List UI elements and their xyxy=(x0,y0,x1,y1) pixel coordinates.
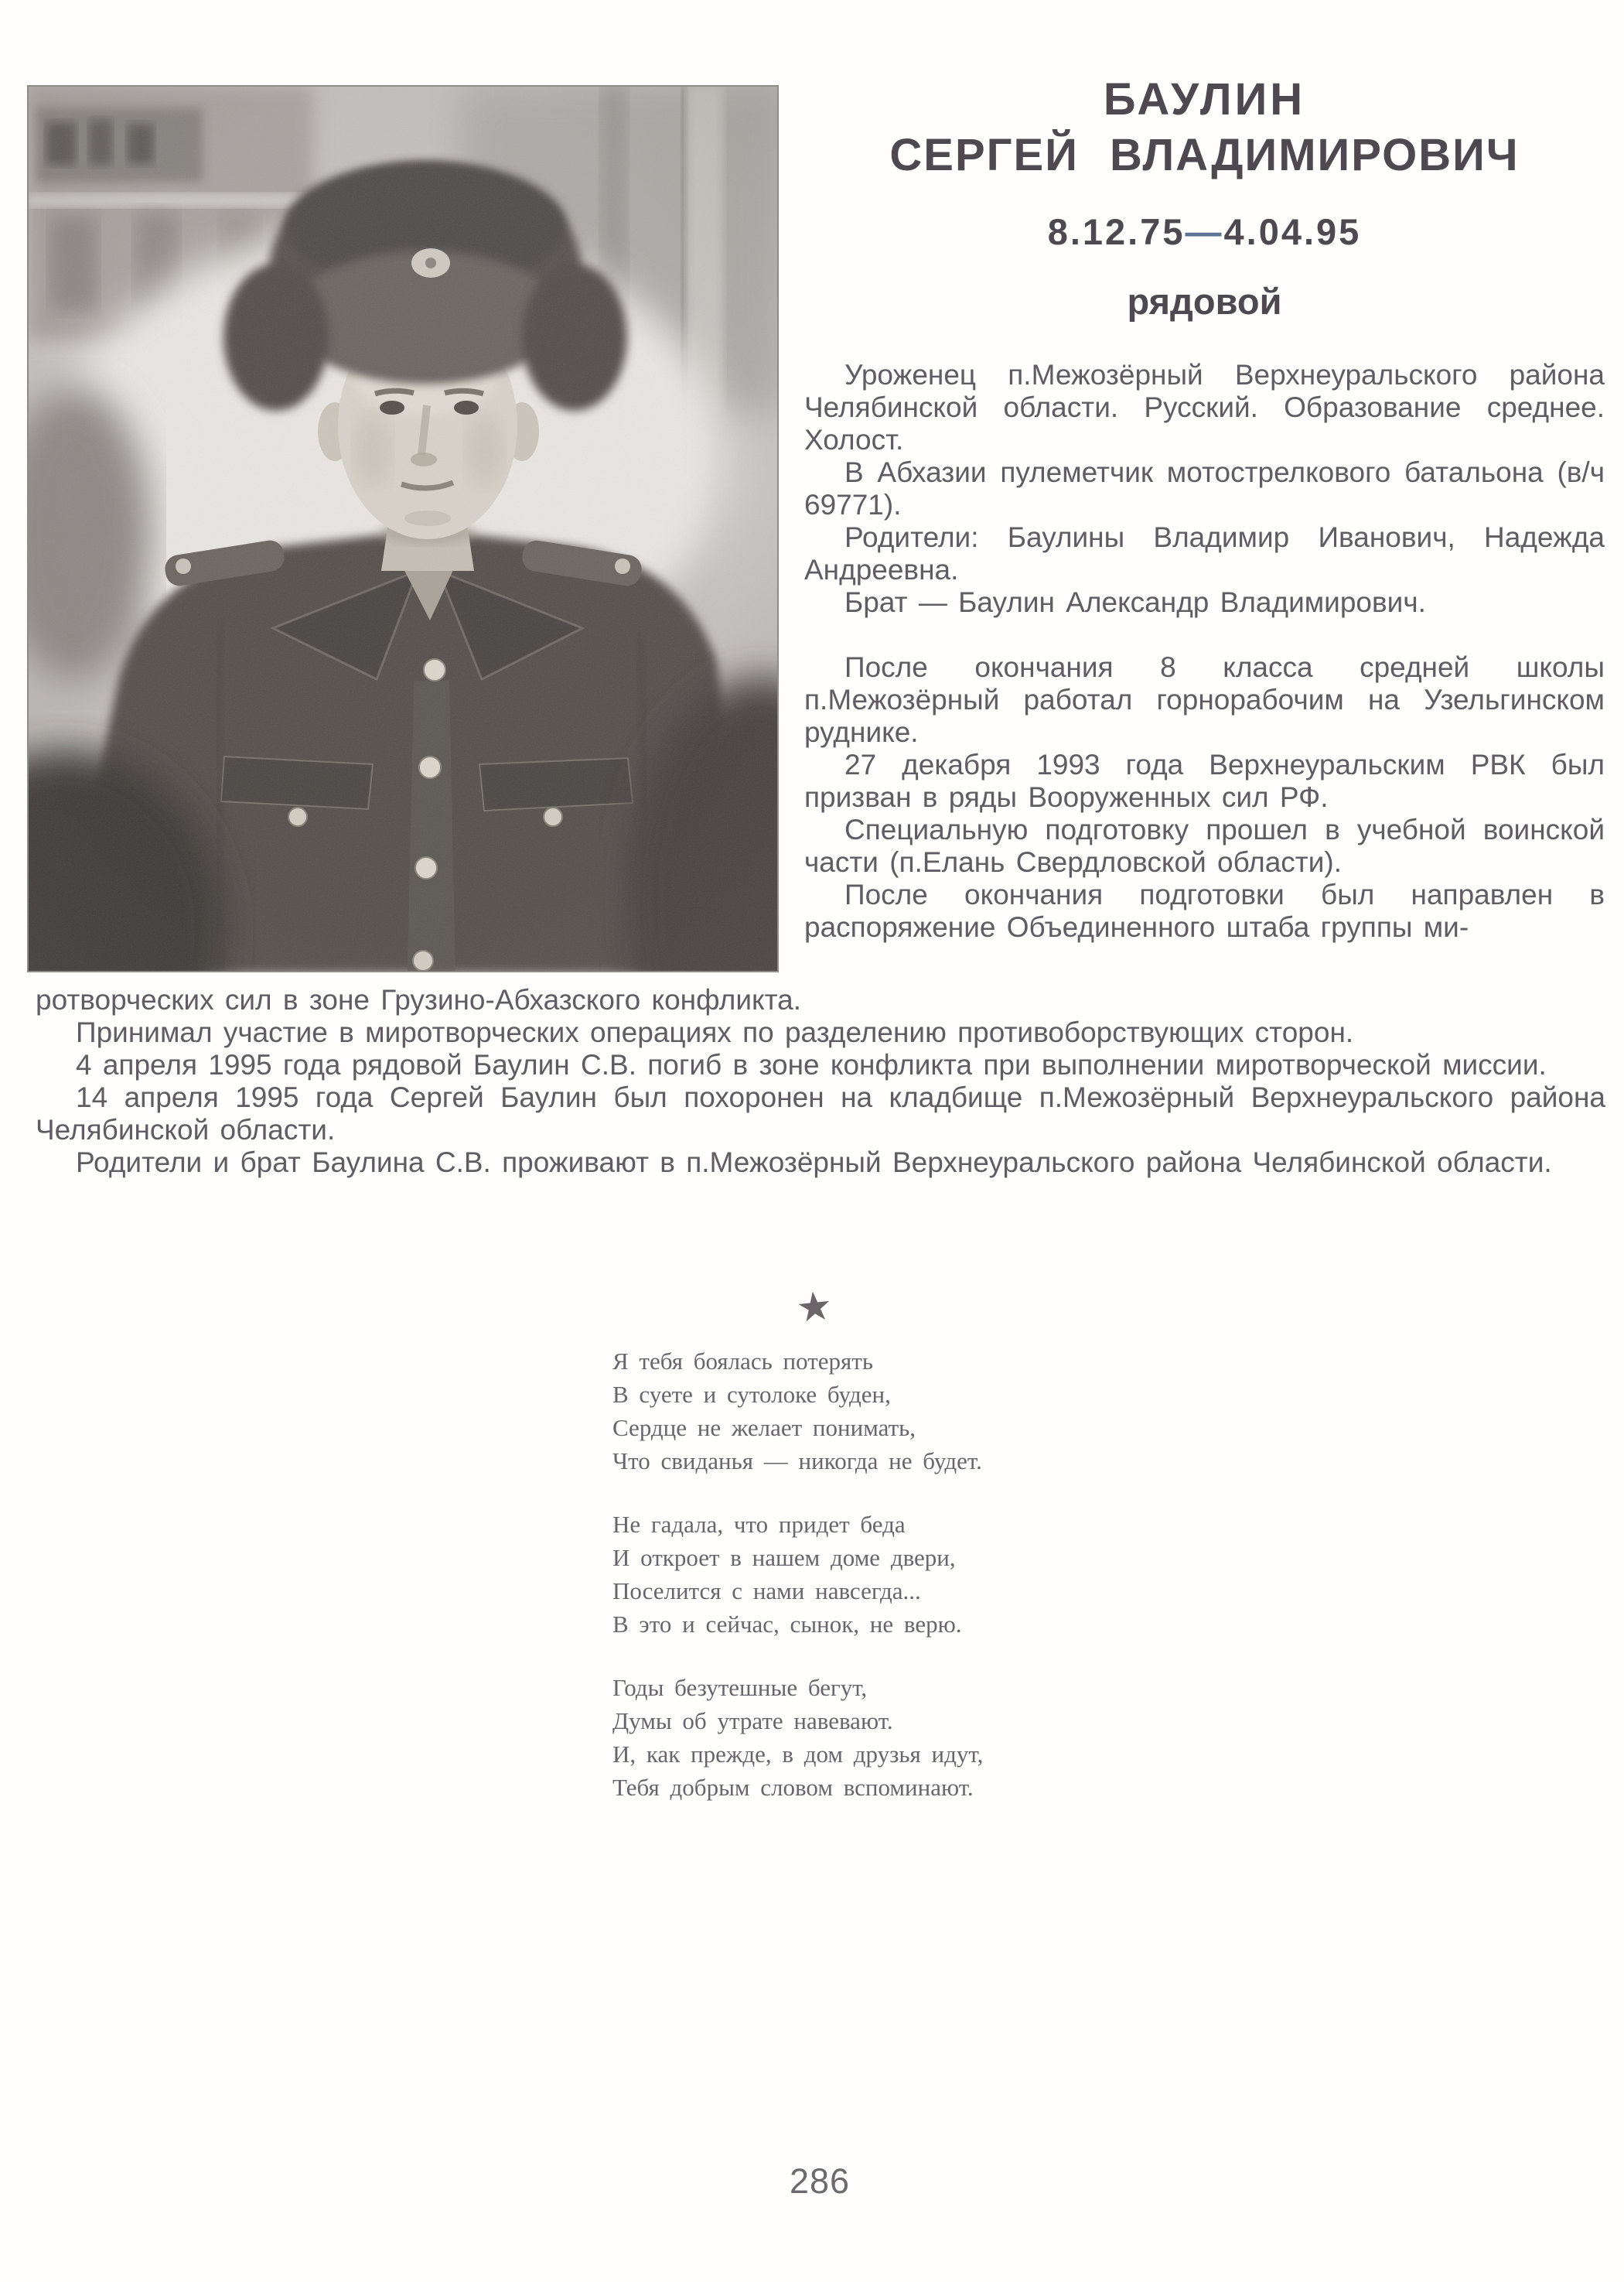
poem-stanza xyxy=(612,1344,1076,1477)
memorial-poem xyxy=(612,1344,1076,1804)
soldier-portrait-photo xyxy=(27,85,779,972)
bio-paragraph: После окончания подготовки был направлен в распоряжение Объединенного штаба группы ми- xyxy=(804,879,1605,943)
biography-bottom-block xyxy=(36,984,1605,1179)
bio-paragraph: В Абхазии пулеметчик мотострелкового батальона (в/ч 69771). xyxy=(804,456,1605,521)
soldier-portrait-illustration xyxy=(27,85,779,972)
poem-line: Я тебя боялась потерять xyxy=(612,1348,873,1375)
bio-paragraph: Родители: Баулины Владимир Иванович, Надежда Андреевна. xyxy=(804,521,1605,586)
poem-line: Тебя добрым словом вспоминают. xyxy=(612,1774,974,1801)
poem-line: В это и сейчас, сынок, не верю. xyxy=(612,1611,962,1638)
bio-paragraph: ротворческих сил в зоне Грузино-Абхазского конфликта. xyxy=(36,984,801,1016)
bio-paragraph: 4 апреля 1995 года рядовой Баулин С.В. погиб в зоне конфликта при выполнении миротворческой миссии. xyxy=(76,1049,1547,1081)
poem-line: Поселится с нами навсегда... xyxy=(612,1577,921,1604)
star-divider-icon: ★ xyxy=(793,1283,835,1332)
poem-line: И откроет в нашем доме двери, xyxy=(612,1544,956,1571)
page-title-name-patronymic: СЕРГЕЙ ВЛАДИМИРОВИЧ xyxy=(889,130,1520,180)
bio-paragraph: Родители и брат Баулина С.В. проживают в п.Межозёрный Верхнеуральского района Челябинской области. xyxy=(76,1146,1552,1178)
poem-stanza xyxy=(612,1508,1076,1641)
poem-stanza xyxy=(612,1671,1076,1804)
life-dates xyxy=(804,211,1605,252)
poem-line: В суете и сутолоке буден, xyxy=(612,1381,891,1408)
biography-right-column xyxy=(804,359,1605,944)
page-title-surname: БАУЛИН xyxy=(1103,74,1306,125)
birth-date: 8.12.75 xyxy=(1047,211,1186,252)
bio-paragraph: Брат — Баулин Александр Владимирович. xyxy=(844,586,1426,618)
military-rank: рядовой xyxy=(1127,281,1282,322)
poem-line: Годы безутешные бегут, xyxy=(612,1674,868,1701)
bio-paragraph: 27 декабря 1993 года Верхнеуральским РВК был призван в ряды Вооруженных сил РФ. xyxy=(804,749,1605,813)
poem-line: И, как прежде, в дом друзья идут, xyxy=(612,1741,984,1768)
death-date: 4.04.95 xyxy=(1223,211,1362,252)
poem-line: Что свиданья — никогда не будет. xyxy=(612,1447,982,1474)
bio-paragraph: После окончания 8 класса средней школы п.Межозёрный работал горнорабочим на Узельгинском руднике. xyxy=(804,651,1605,748)
poem-line: Думы об утрате навевают. xyxy=(612,1707,893,1734)
bio-paragraph: Принимал участие в миротворческих операциях по разделению противоборствующих сторон. xyxy=(76,1016,1354,1048)
poem-line: Не гадала, что придет беда xyxy=(612,1511,906,1538)
page-number: 286 xyxy=(789,2161,851,2201)
dates-dash: — xyxy=(1185,211,1224,252)
bio-paragraph: Специальную подготовку прошел в учебной воинской части (п.Елань Свердловской области). xyxy=(804,814,1605,878)
bio-paragraph: 14 апреля 1995 года Сергей Баулин был похоронен на кладбище п.Межозёрный Верхнеуральского района Челябинской области. xyxy=(36,1081,1605,1146)
bio-paragraph: Уроженец п.Межозёрный Верхнеуральского района Челябинской области. Русский. Образование среднее. Холост. xyxy=(804,359,1605,456)
poem-line: Сердце не желает понимать, xyxy=(612,1414,916,1441)
